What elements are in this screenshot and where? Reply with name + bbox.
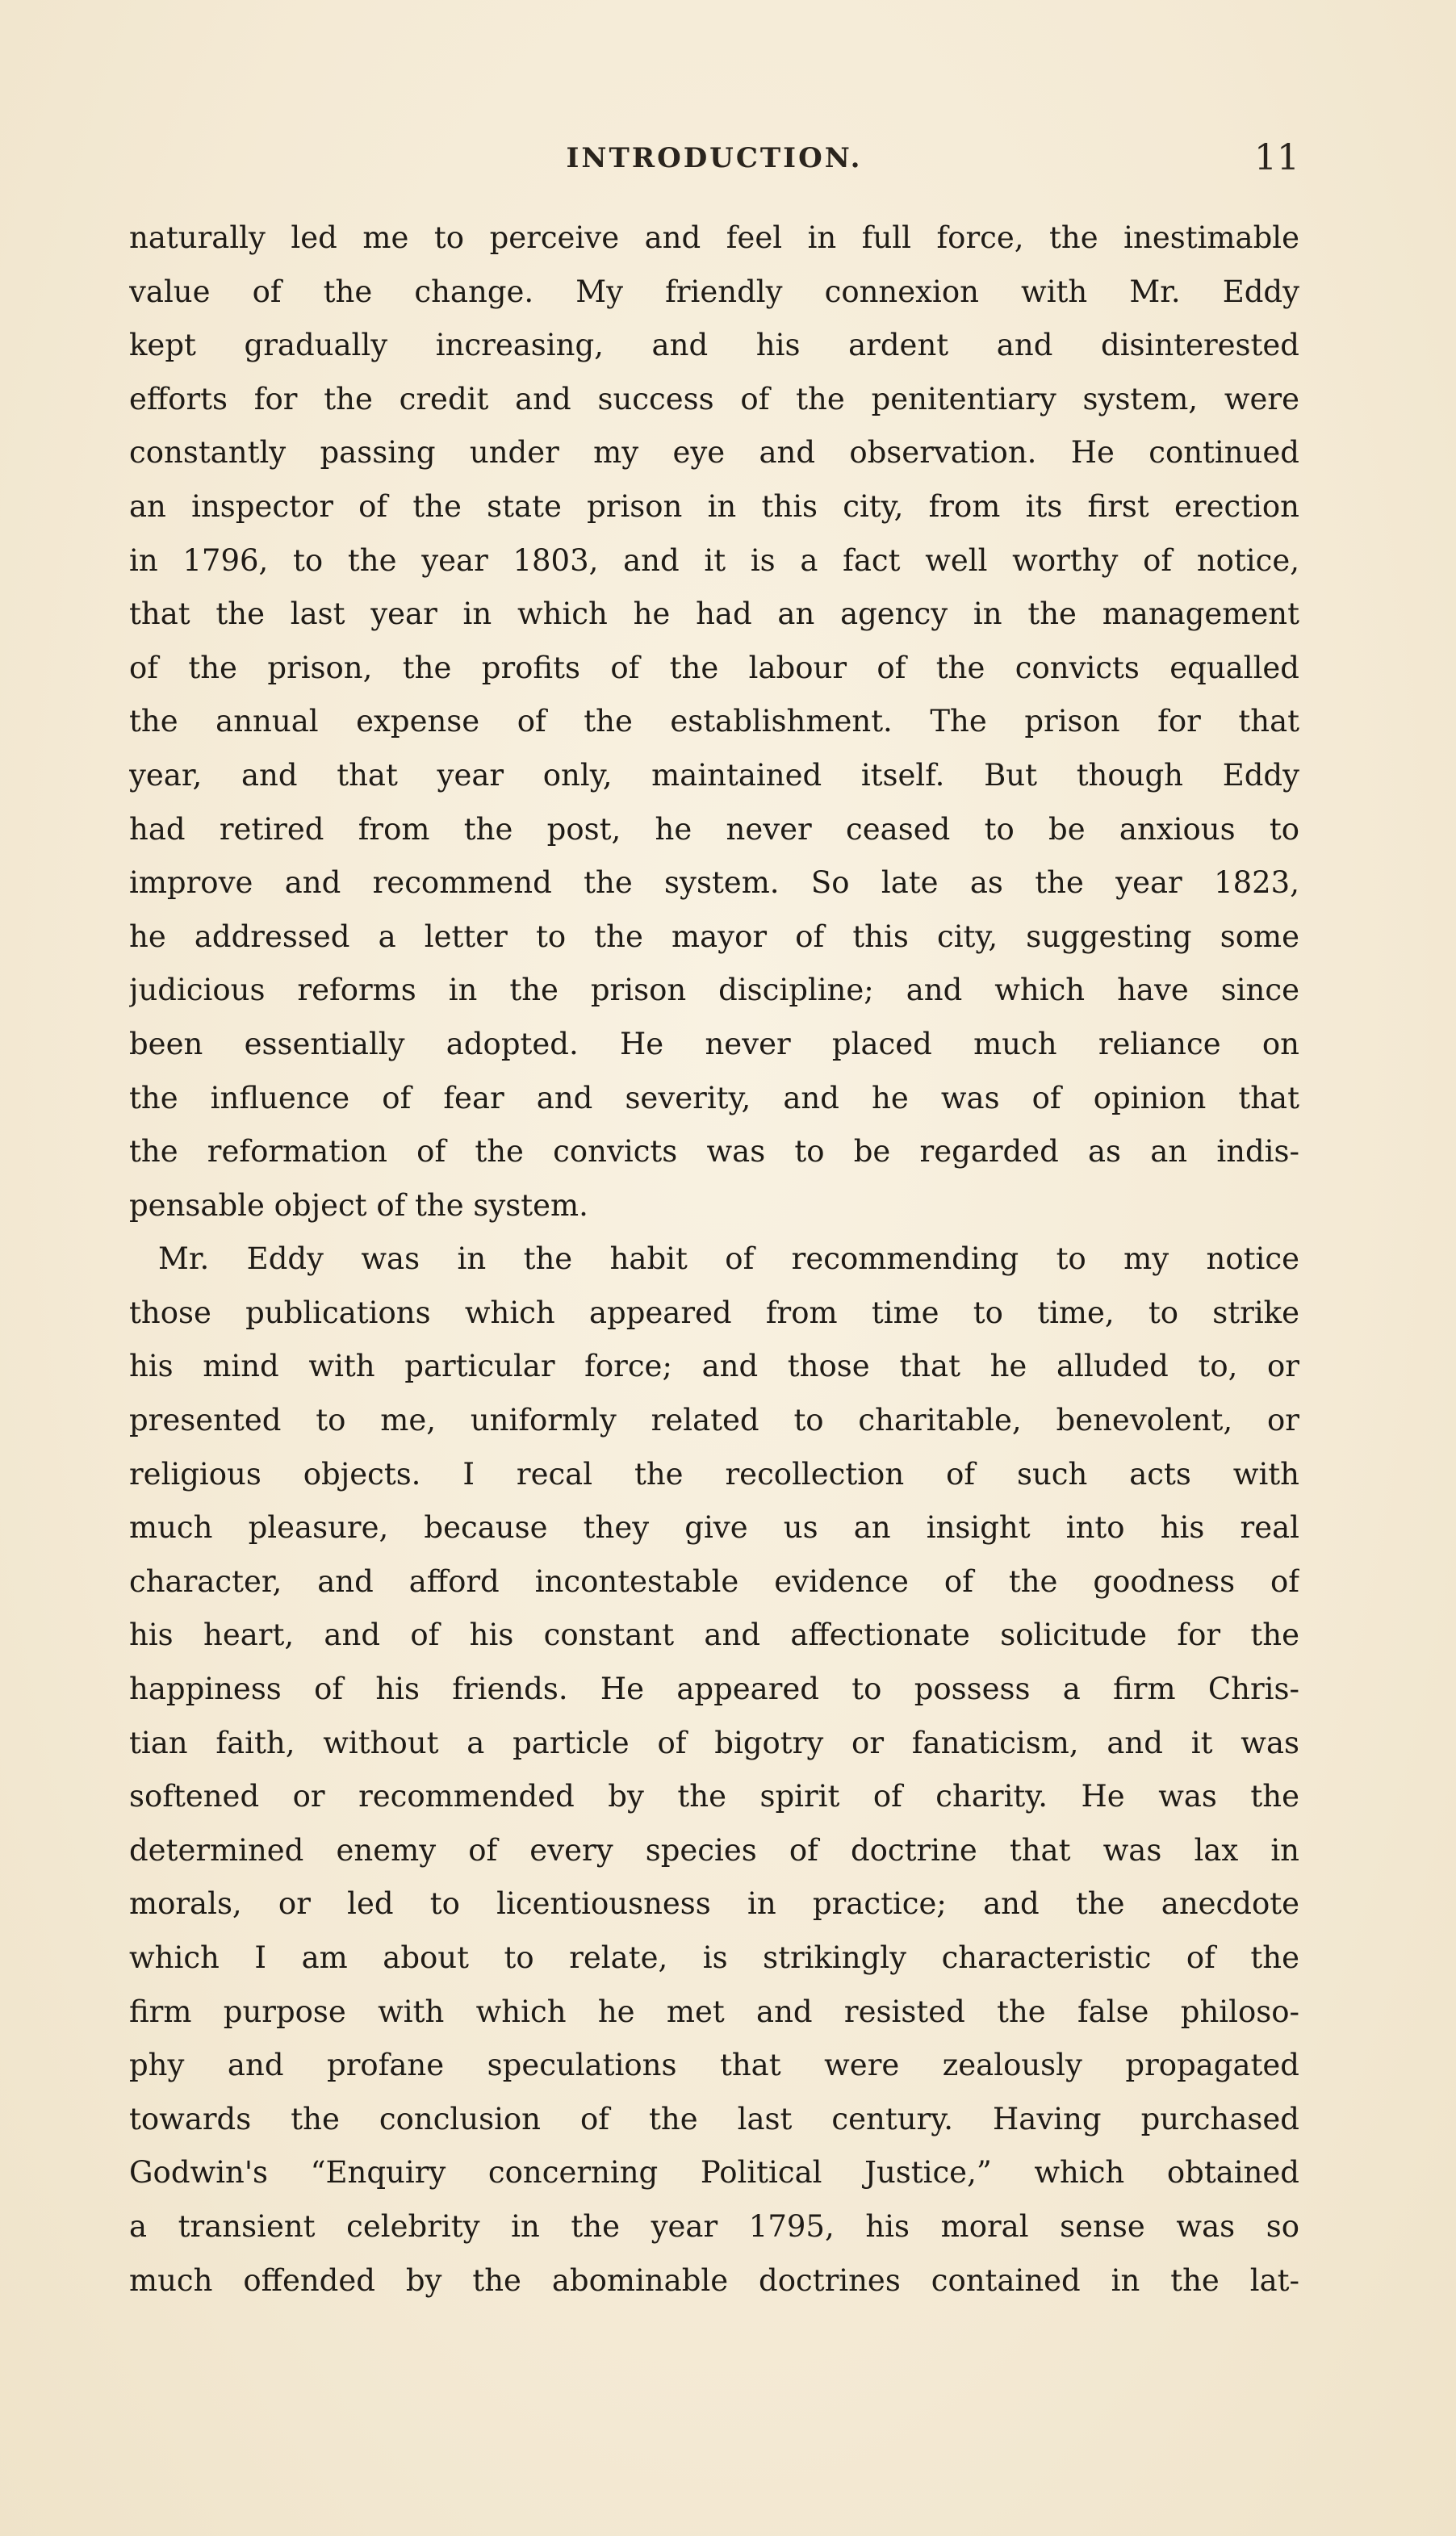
text-line: naturally led me to perceive and feel in full force, the inestimable (129, 220, 1299, 255)
text-line: kept gradually increasing, and his ardent and disinterested (129, 328, 1299, 363)
text-line: religious objects. I recal the recollection of such acts with (129, 1456, 1299, 1492)
text-line: that the last year in which he had an agency in the management (129, 596, 1299, 632)
text-line: year, and that year only, maintained itself. But though Eddy (129, 757, 1299, 793)
text-line: the influence of fear and severity, and he was of opinion that (129, 1080, 1299, 1115)
text-line: his heart, and of his constant and affectionate solicitude for the (129, 1617, 1299, 1653)
text-line: much offended by the abominable doctrines contained in the lat- (129, 2262, 1299, 2298)
paragraph-2 (129, 1232, 1299, 2308)
text-line: tian faith, without a particle of bigotry or fanaticism, and it was (129, 1725, 1299, 1760)
text-line: those publications which appeared from time to time, to strike (129, 1295, 1299, 1330)
text-line: he addressed a letter to the mayor of this city, suggesting some (129, 919, 1299, 954)
text-line: his mind with particular force; and those that he alluded to, or (129, 1349, 1299, 1384)
running-title: INTRODUCTION. (566, 142, 863, 174)
paragraph-1 (129, 211, 1299, 1232)
text-line: phy and profane speculations that were zealously propagated (129, 2048, 1299, 2083)
text-line: judicious reforms in the prison discipline; and which have since (129, 973, 1299, 1008)
text-line: character, and afford incontestable evidence of the goodness of (129, 1563, 1299, 1599)
text-line: presented to me, uniformly related to charitable, benevolent, or (129, 1403, 1299, 1438)
running-head (129, 137, 1299, 199)
text-line: an inspector of the state prison in this city, from its first erection (129, 488, 1299, 524)
text-line: softened or recommended by the spirit of charity. He was the (129, 1779, 1299, 1814)
text-line: constantly passing under my eye and observation. He continued (129, 435, 1299, 471)
text-line: efforts for the credit and success of the penitentiary system, were (129, 381, 1299, 416)
page-number: 11 (1254, 137, 1299, 178)
text-line: pensable object of the system. (129, 1187, 588, 1223)
text-line: towards the conclusion of the last century. Having purchased (129, 2101, 1299, 2136)
text-line: had retired from the post, he never ceased to be anxious to (129, 811, 1299, 847)
text-line: improve and recommend the system. So late as the year 1823, (129, 865, 1299, 901)
text-line: the annual expense of the establishment. The prison for that (129, 704, 1299, 739)
text-line: which I am about to relate, is strikingly characteristic of the (129, 1940, 1299, 1975)
text-line: in 1796, to the year 1803, and it is a fact well worthy of notice, (129, 542, 1299, 578)
text-line: happiness of his friends. He appeared to possess a firm Chris- (129, 1672, 1299, 1707)
text-line: of the prison, the profits of the labour of the convicts equalled (129, 650, 1299, 685)
text-line: the reformation of the convicts was to be regarded as an indis- (129, 1134, 1299, 1170)
text-line: a transient celebrity in the year 1795, his moral sense was so (129, 2208, 1299, 2244)
text-line: firm purpose with which he met and resisted the false philoso- (129, 1994, 1299, 2029)
text-line: determined enemy of every species of doctrine that was lax in (129, 1832, 1299, 1868)
text-line: value of the change. My friendly connexion with Mr. Eddy (129, 274, 1299, 309)
text-line: been essentially adopted. He never placed much reliance on (129, 1026, 1299, 1061)
text-line: Mr. Eddy was in the habit of recommending to my notice (158, 1241, 1299, 1277)
text-line: morals, or led to licentiousness in practice; and the anecdote (129, 1886, 1299, 1922)
body-text (129, 211, 1299, 2308)
text-line: much pleasure, because they give us an insight into his real (129, 1510, 1299, 1546)
text-line: Godwin's “Enquiry concerning Political Justice,” which obtained (129, 2155, 1299, 2191)
